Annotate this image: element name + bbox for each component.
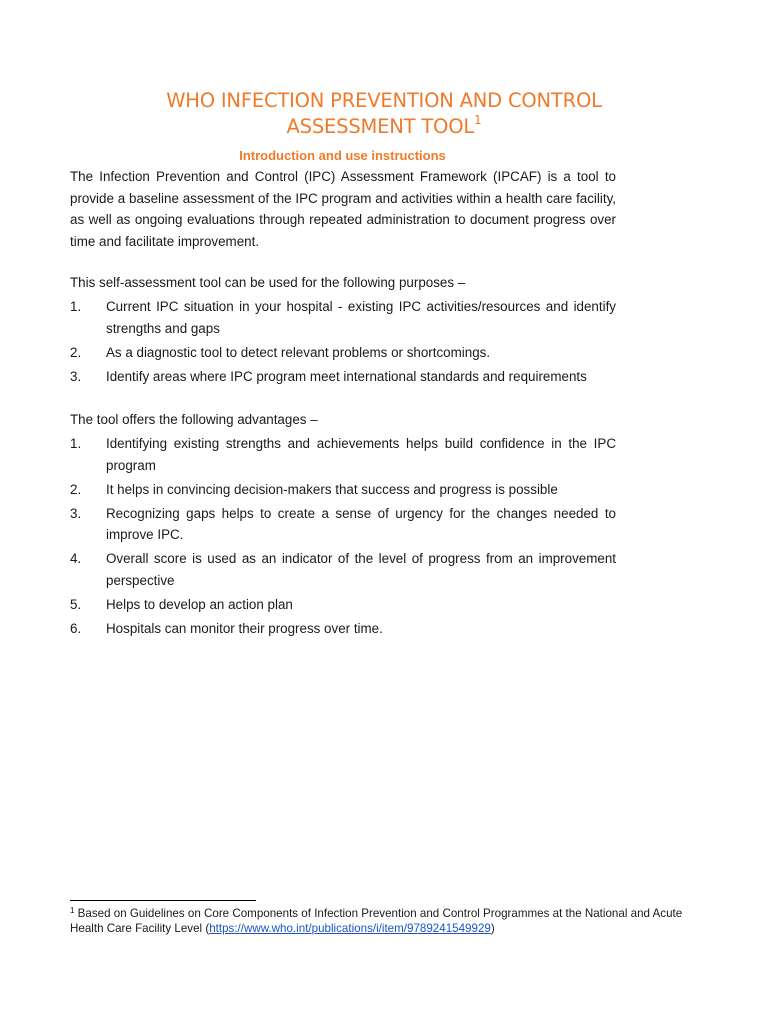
intro-paragraph: The Infection Prevention and Control (IPC) Assessment Framework (IPCAF) is a tool to provide a baseline assessment of the IPC program and activities within a health care facility, as well as ongoing evaluations through repeated administration to document progress over time and facilitate improvement.	[70, 169, 616, 249]
list-item-text: Helps to develop an action plan	[106, 596, 293, 612]
list-number: 5.	[70, 596, 82, 612]
title-line-2: ASSESSMENT TOOL	[286, 115, 475, 138]
purposes-list	[70, 296, 616, 390]
list-number: 2.	[70, 481, 82, 497]
list-item-text: Current IPC situation in your hospital - existing IPC activities/resources and identify strengths and gaps	[106, 299, 616, 336]
list-item	[70, 594, 616, 616]
purposes-lead: This self-assessment tool can be used for the following purposes –	[70, 275, 466, 290]
footnote-divider	[70, 900, 256, 901]
footnote-text: Based on Guidelines on Core Components of Infection Prevention and Control Programmes at the National and Acute Health Care Facility Level (	[70, 907, 683, 935]
list-item-text: Overall score is used as an indicator of the level of progress from an improvement perspective	[106, 551, 616, 588]
list-item	[70, 479, 616, 501]
list-number: 1.	[70, 436, 82, 451]
list-item	[70, 618, 616, 640]
footnote-ref: 1	[70, 906, 75, 915]
footnote-closing: )	[490, 922, 495, 935]
list-item-text: It helps in convincing decision-makers that success and progress is possible	[106, 481, 558, 497]
list-item-text: Identifying existing strengths and achievements helps build confidence in the IPC program	[106, 436, 616, 473]
list-number: 3.	[70, 368, 82, 384]
list-number: 1.	[70, 299, 82, 314]
list-item	[70, 503, 616, 546]
footnote-link[interactable]: https://www.who.int/publications/i/item/9789241549929	[209, 922, 491, 935]
list-item	[70, 342, 616, 364]
title-line-1: WHO INFECTION PREVENTION AND CONTROL	[166, 89, 602, 112]
document-title	[0, 88, 768, 140]
list-item-text: As a diagnostic tool to detect relevant problems or shortcomings.	[106, 344, 491, 360]
list-item-text: Identify areas where IPC program meet international standards and requirements	[106, 368, 587, 384]
list-item	[70, 366, 616, 388]
title-footnote-ref: 1	[474, 113, 482, 127]
list-number: 6.	[70, 620, 82, 636]
list-item	[70, 433, 616, 476]
section-subtitle: Introduction and use instructions	[239, 148, 446, 163]
list-number: 3.	[70, 505, 82, 521]
advantages-lead: The tool offers the following advantages –	[70, 412, 318, 427]
list-number: 2.	[70, 344, 82, 360]
list-number: 4.	[70, 551, 82, 566]
list-item	[70, 548, 616, 591]
list-item	[70, 296, 616, 339]
footnote	[70, 906, 710, 936]
list-item-text: Hospitals can monitor their progress over time.	[106, 620, 383, 636]
list-item-text: Recognizing gaps helps to create a sense of urgency for the changes needed to improve IPC.	[106, 505, 616, 542]
advantages-list	[70, 433, 616, 642]
